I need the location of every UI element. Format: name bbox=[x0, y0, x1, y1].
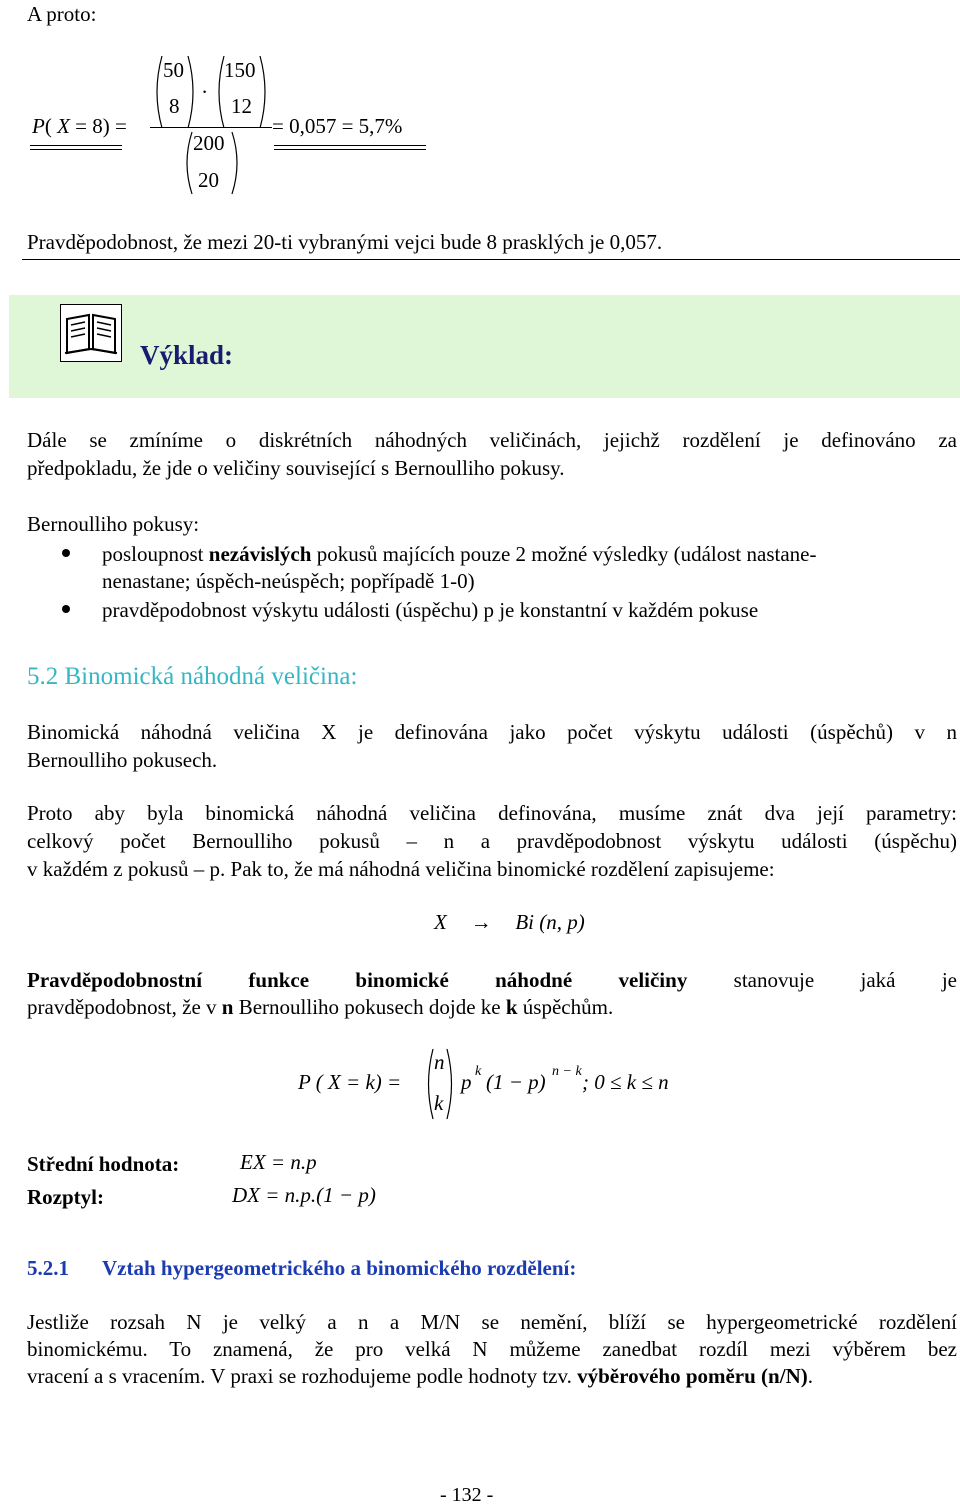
vyklad-title: Výklad: bbox=[140, 340, 234, 370]
binom-mid: (1 − p) bbox=[486, 1070, 546, 1094]
horizontal-rule bbox=[22, 259, 960, 260]
mean-label: Střední hodnota: bbox=[27, 1152, 180, 1176]
para3-line3: v každém z pokusů – p. Pak to, že má náhodná veličina binomické rozdělení zapisujeme: bbox=[27, 857, 775, 881]
binom-top-left-n: 50 bbox=[163, 58, 184, 82]
binom-top-right-n: 150 bbox=[224, 58, 256, 82]
bullet-dot bbox=[62, 549, 70, 557]
product-dot: . bbox=[202, 74, 208, 98]
variance-value: DX = n.p.(1 − p) bbox=[232, 1183, 376, 1207]
binom-exp-k: k bbox=[475, 1064, 482, 1079]
para3-line1: Proto aby byla binomická náhodná veličina definována, musíme znát dva její parametry: bbox=[27, 801, 957, 825]
para1-line2: předpokladu, že jde o veličiny související s Bernoulliho pokusy. bbox=[27, 456, 565, 480]
para1-line1: Dále se zmíníme o diskrétních náhodných veličinách, jejichž rozdělení je definováno za bbox=[27, 428, 957, 452]
bernoulli-title: Bernoulliho pokusy: bbox=[27, 512, 200, 536]
para2-line2: Bernoulliho pokusech. bbox=[27, 748, 218, 772]
formula-lhs: P( X = 8) = bbox=[32, 114, 127, 138]
bullet-1-line2: nenastane; úspěch-neúspěch; popřípadě 1-0) bbox=[102, 569, 475, 593]
para4-line1: Jestliže rozsah N je velký a n a M/N se nemění, blíží se hypergeometrické rozdělení bbox=[27, 1310, 957, 1334]
binom-exp-nk: n − k bbox=[552, 1064, 582, 1079]
binom-n: n bbox=[434, 1050, 445, 1074]
bullet-dot bbox=[62, 605, 70, 613]
double-underline bbox=[30, 145, 122, 150]
page-number: - 132 - bbox=[440, 1484, 494, 1506]
open-book-icon bbox=[60, 304, 122, 362]
conclusion-text: Pravděpodobnost, že mezi 20-ti vybranými vejci bude 8 prasklých je 0,057. bbox=[27, 230, 663, 254]
mean-value: EX = n.p bbox=[240, 1150, 317, 1174]
binom-lhs: P ( X = k) = bbox=[298, 1070, 402, 1094]
binom-k: k bbox=[434, 1091, 444, 1115]
intro-text: A proto: bbox=[27, 2, 97, 26]
formula-rhs: = 0,057 = 5,7% bbox=[272, 114, 403, 138]
para4-line3: vracení a s vracením. V praxi se rozhodujeme podle hodnoty tzv. výběrového poměru (n/N). bbox=[27, 1364, 813, 1388]
bullet-2: pravděpodobnost výskytu události (úspěchu) p je konstantní v každém pokuse bbox=[102, 598, 759, 622]
subsection-number: 5.2.1 bbox=[27, 1256, 69, 1280]
para2-line1: Binomická náhodná veličina X je definována jako počet výskytu události (úspěchů) v n bbox=[27, 720, 957, 744]
variance-label: Rozptyl: bbox=[27, 1185, 104, 1209]
binom-top-right-k: 12 bbox=[231, 94, 252, 118]
binom-p: p bbox=[461, 1070, 472, 1094]
notation-formula: X → Bi (n, p) bbox=[434, 910, 585, 934]
pf-line1: Pravděpodobnostní funkce binomické náhodné veličiny stanovuje jaká je bbox=[27, 968, 957, 992]
section-heading: 5.2 Binomická náhodná veličina: bbox=[27, 663, 358, 690]
binom-bottom-n: 200 bbox=[193, 131, 225, 155]
fraction-bar bbox=[150, 127, 272, 128]
binom-condition: ; 0 ≤ k ≤ n bbox=[582, 1070, 669, 1094]
pf-line2: pravděpodobnost, že v n Bernoulliho pokusech dojde ke k úspěchům. bbox=[27, 995, 614, 1019]
bullet-1-line1: posloupnost nezávislých pokusů majících pouze 2 možné výsledky (událost nastane- bbox=[102, 542, 817, 566]
binom-top-left-k: 8 bbox=[169, 94, 180, 118]
para3-line2: celkový počet Bernoulliho pokusů – n a pravděpodobnost výskytu události (úspěchu) bbox=[27, 829, 957, 853]
double-underline-rhs bbox=[274, 145, 426, 150]
binom-bottom-k: 20 bbox=[198, 168, 219, 192]
para4-line2: binomickému. To znamená, že pro velká N můžeme zanedbat rozdíl mezi výběrem bez bbox=[27, 1337, 957, 1361]
subsection-title: Vztah hypergeometrického a binomického rozdělení: bbox=[102, 1256, 577, 1280]
